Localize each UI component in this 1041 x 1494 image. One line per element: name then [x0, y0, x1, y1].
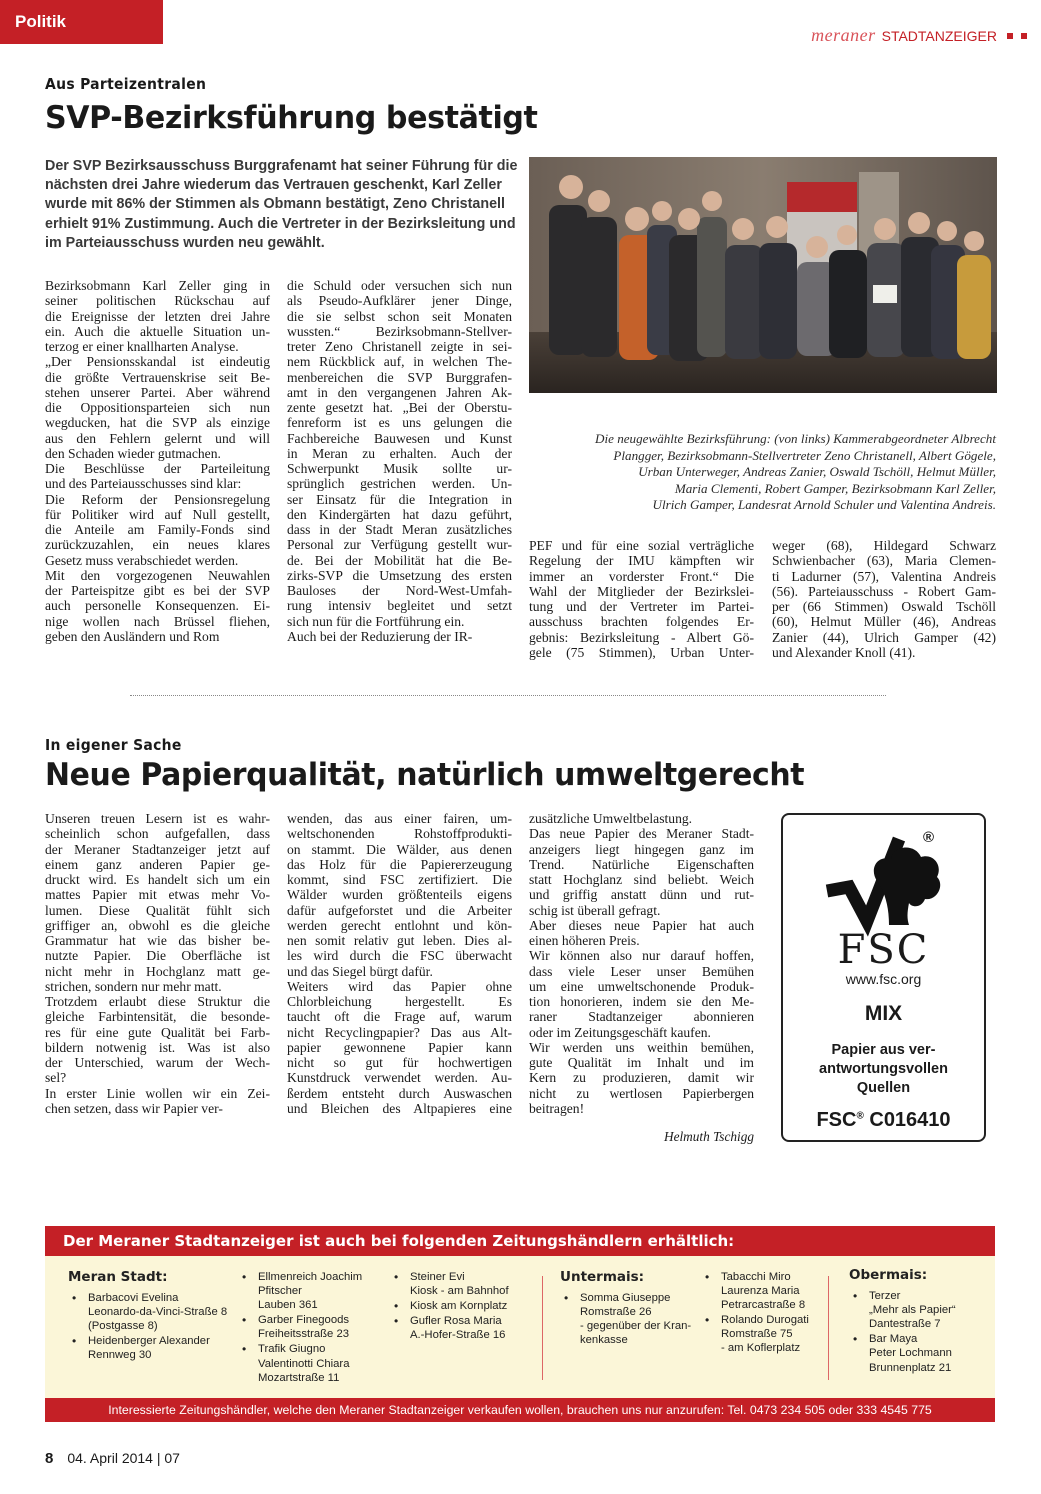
- text-line: griffiger an, obwohl es die gleiche: [45, 917, 270, 933]
- dealer-line: Brunnenplatz 21: [869, 1361, 952, 1374]
- text-line: die Anteile am Family-Fonds sind: [45, 522, 270, 537]
- text-line: amt in den vergangenen Jahren Ak-: [287, 384, 512, 400]
- text-line: immer an vorderster Front.“ Die: [529, 568, 754, 584]
- dealer-line: • Steiner Evi: [410, 1271, 465, 1283]
- text-line: nicht Recyclingpapier? Das aus Alt-: [287, 1024, 512, 1040]
- text-line: Bauloses der Nord-West-Umfah-: [287, 583, 512, 598]
- text-line: die Oppositionsparteien sich nun: [45, 400, 270, 415]
- text-line: Aber dieses neue Papier hat auch: [529, 917, 754, 933]
- dealers-untermais-column: [560, 1270, 710, 1347]
- text-line: fenreform ist es uns gelungen die: [287, 415, 512, 431]
- dealer-line: • Trafik Giugno: [258, 1343, 326, 1356]
- text-line: zente gesetzt hat. „Bei der Oberstu-: [287, 400, 512, 415]
- dealer-line: Laurenza Maria: [721, 1285, 800, 1298]
- text-line: Wahl der Mitglieder der Bezirkslei-: [529, 583, 754, 599]
- text-line: PEF und für eine sozial verträgliche: [529, 538, 754, 553]
- fsc-registered-mark: ®: [923, 829, 935, 846]
- dealers-meran-column: [68, 1270, 233, 1363]
- text-line: Zanier (44), Ulrich Gamper (42): [772, 629, 996, 645]
- text-line: der Meraner Stadtanzeiger jetzt auf: [45, 841, 270, 857]
- dealer-line: Romstraße 26: [580, 1306, 652, 1319]
- text-line: schig ist überall gefragt.: [529, 902, 661, 918]
- text-line: bildern notwenig ist. Was ist also: [45, 1039, 270, 1055]
- text-line: einen höheren Preis.: [529, 933, 640, 948]
- dealer-line: • Tabacchi Miro: [721, 1271, 791, 1283]
- brand-part2: STADTANZEIGER: [881, 27, 997, 44]
- text-line: menbereichen die SVP Burggrafen-: [287, 369, 512, 385]
- text-line: sich nun für die Fortführung ein.: [287, 613, 465, 629]
- dealers-separator: [542, 1276, 543, 1380]
- text-line: Kunstdruck verwendet werden. Au-: [287, 1070, 512, 1086]
- text-line: weltschonenden Rohstoffprodukti-: [287, 826, 512, 842]
- text-line: In erster Linie wollen wir ein Zei-: [45, 1085, 270, 1101]
- dealer-line: • Bar Maya: [869, 1333, 918, 1346]
- article1-column-1: [45, 278, 270, 644]
- text-line: Auch bei der Reduzierung der IR-: [287, 628, 473, 644]
- dealer-entry: [849, 1332, 989, 1374]
- dealer-line: kenkasse: [580, 1334, 628, 1347]
- dealer-line: • Somma Giuseppe: [580, 1292, 671, 1305]
- dealer-line: • Gufler Rosa Maria: [410, 1315, 502, 1328]
- dealer-line: Mozartstraße 11: [258, 1371, 340, 1384]
- text-line: Weiters wird das Papier ohne: [287, 978, 512, 994]
- text-line: Kern zu produzieren, damit wir: [529, 1070, 754, 1086]
- fsc-mix: MIX: [864, 1002, 903, 1025]
- text-line: kommt, sind FSC zertifiziert. Die: [287, 872, 512, 887]
- dealer-line: • Barbacovi Evelina: [88, 1292, 179, 1305]
- untermais-heading: Untermais:: [560, 1269, 645, 1285]
- text-line: dass viele Leser unser Bemühen: [529, 963, 754, 979]
- text-line: rung intensiv begleitet und setzt: [287, 598, 512, 614]
- lead-line: im Parteiausschuss wurden neu gewählt.: [45, 234, 325, 251]
- dealer-entry: [849, 1289, 989, 1331]
- text-line: Mit den vorgezogenen Neuwahlen: [45, 567, 270, 583]
- dealer-line: (Postgasse 8): [88, 1320, 158, 1333]
- text-line: geben den Ausländern und Rom: [45, 628, 220, 644]
- text-line: Unseren treuen Lesern ist es wahr-: [45, 811, 270, 826]
- text-line: seiner politischen Rückschau auf: [45, 293, 270, 309]
- page-number: 8: [45, 1450, 54, 1467]
- text-line: und Bleichen des Altpapieres eine: [287, 1100, 512, 1116]
- text-line: die größte Vertrauenskrise seit Be-: [45, 369, 270, 385]
- dealers-meran-column-2: [238, 1270, 388, 1385]
- dealer-line: • Ellmenreich Joachim: [258, 1271, 363, 1283]
- dealer-entry: [390, 1270, 540, 1298]
- dealer-entry: [560, 1291, 710, 1347]
- text-line: les wird durch die FSC überwacht: [287, 948, 512, 964]
- caption-line: Urban Unterweger, Andreas Zanier, Oswald Tschöll, Helmut Müller,: [638, 464, 996, 479]
- text-line: nicht zu wertlosen Papierbergen: [529, 1085, 754, 1101]
- text-line: zurückzuzahlen, ein neues klares: [45, 537, 270, 553]
- text-line: ausschuss brachten folgendes Er-: [529, 614, 754, 630]
- fsc-label: [781, 813, 986, 1142]
- text-line: gute Qualität im Inhalt und im: [529, 1055, 754, 1070]
- dealer-entry: [390, 1299, 540, 1313]
- dealers-contact: Interessierte Zeitungshändler, welche den Meraner Stadtanzeiger verkaufen wollen, brauchen uns nur anzurufen: Tel. 0473 234 505 oder 333 4545 775: [45, 1398, 995, 1422]
- text-line: sprünglich gestrichen werden. Un-: [287, 476, 512, 492]
- dealer-line: • Heidenberger Alexander: [88, 1335, 210, 1348]
- meran-heading: Meran Stadt:: [68, 1269, 168, 1285]
- text-line: terzog er einer knallharten Analyse.: [45, 339, 239, 354]
- text-line: und griffig anstatt dünn und rut-: [529, 887, 754, 903]
- text-line: nicht so gut für hochwertigen: [287, 1055, 512, 1070]
- lead-line: wurde mit 86% der Stimmen als Obmann bestätigt, Zeno Christanell: [45, 196, 505, 213]
- text-line: per (66 Stimmen) Oswald Tschöll: [772, 599, 996, 614]
- text-line: die Schuld oder versuchen sich nun: [287, 278, 512, 293]
- text-line: (60), Helmut Müller (46), Andreas: [772, 614, 996, 630]
- text-line: anzeigers liegt hingegen ganz im: [529, 841, 754, 857]
- text-line: zirks-SVP die Umsetzung des ersten: [287, 567, 512, 583]
- text-line: mattes Papier mit etwas mehr Vo-: [45, 887, 270, 903]
- text-line: wegducken, hat die SVP als einzige: [45, 415, 270, 431]
- page-footer: [45, 1450, 180, 1467]
- lead-line: nächsten drei Jahre wiederum das Vertrauen geschenkt, Karl Zeller: [45, 177, 502, 194]
- dealers-title: Der Meraner Stadtanzeiger ist auch bei folgenden Zeitungshändlern erhältlich:: [45, 1226, 995, 1256]
- dealer-line: • Terzer: [869, 1290, 901, 1303]
- text-line: für Politiker wird auf Null gestellt,: [45, 506, 270, 522]
- caption-line: Die neugewählte Bezirksführung: (von links) Kammerabgeordneter Albrecht: [595, 431, 996, 446]
- dealer-line: Romstraße 75: [721, 1328, 793, 1341]
- text-line: papier gewonnene Papier kann: [287, 1039, 512, 1055]
- text-line: scheinlich schon aufgefallen, dass: [45, 826, 270, 842]
- text-line: on stammt. Die Wälder, aus denen: [287, 841, 512, 857]
- text-line: nen somit relativ gut leben. Dies al-: [287, 933, 512, 948]
- text-line: de. Bei der Mobilität hat die Be-: [287, 552, 512, 568]
- text-line: Schwienbacher (63), Maria Clemen-: [772, 553, 996, 569]
- text-line: (56). Parteiausschuss - Robert Gam-: [772, 583, 996, 599]
- section-tab: [0, 0, 163, 44]
- dealer-line: - gegenüber der Kran-: [580, 1320, 692, 1333]
- text-line: gleiche Farbintensität, die besonde-: [45, 1009, 270, 1025]
- text-line: statt Hochglanz sind beliebt. Weich: [529, 872, 754, 887]
- dealer-line: • Kiosk am Kornplatz: [410, 1300, 508, 1313]
- text-line: als Pseudo-Aufklärer jener Dinge,: [287, 293, 512, 309]
- dealer-entry: [701, 1313, 831, 1355]
- dealers-obermais-column: [849, 1268, 989, 1375]
- dealer-entry: [390, 1314, 540, 1342]
- text-line: nige wollen nach Brüssel fliehen,: [45, 613, 270, 629]
- text-line: chen setzen, dass wir Papier ver-: [45, 1100, 223, 1116]
- text-line: Trend. Natürliche Eigenschaften: [529, 856, 754, 872]
- dealer-line: - am Koflerplatz: [721, 1342, 801, 1355]
- text-line: dass in der Stadt Meran zusätzliches: [287, 522, 512, 537]
- masthead-logo: [811, 25, 1027, 46]
- text-line: in Meran zu erhalten. Auch der: [287, 445, 512, 461]
- dealer-line: Rennweg 30: [88, 1349, 152, 1362]
- text-line: nutzte Papier. Die Oberfläche ist: [45, 948, 270, 964]
- text-line: Die Reform der Pensionsregelung: [45, 491, 270, 507]
- dealer-entry: [238, 1313, 388, 1341]
- lead-line: erhielt 91% Zustimmung. Auch die Vertreter in der Bezirksleitung und: [45, 215, 516, 232]
- text-line: zusätzliche Umweltbelastung.: [529, 811, 693, 826]
- dealer-line: Pfitscher: [258, 1285, 302, 1298]
- lead-line: Der SVP Bezirksausschuss Burggrafenamt hat seiner Führung für die: [45, 158, 518, 174]
- dealers-separator-2: [828, 1276, 829, 1380]
- text-line: einem ganz anderen Papier ge-: [45, 856, 270, 872]
- text-line: beitragen!: [529, 1100, 585, 1116]
- text-line: der Unterschied, warum der Wech-: [45, 1055, 270, 1070]
- text-line: ser Einsatz für die Integration in: [287, 491, 512, 507]
- article1-column-4: [772, 538, 996, 660]
- text-line: res für eine gute Qualität bei Farb-: [45, 1024, 270, 1040]
- text-line: ti Ladurner (57), Valentina Andreis: [772, 568, 996, 584]
- fsc-name: FSC: [837, 927, 930, 973]
- text-line: Wir können also nur darauf hoffen,: [529, 948, 754, 964]
- article1-lead: [45, 157, 518, 253]
- dealer-line: Valentinotti Chiara: [258, 1357, 350, 1370]
- text-line: wenden, das aus einer fairen, um-: [287, 811, 512, 826]
- text-line: Trotzdem erlaubt diese Struktur die: [45, 994, 270, 1009]
- brand-part1: meraner: [811, 25, 876, 45]
- text-line: Wir werden uns weithin bemühen,: [529, 1039, 754, 1055]
- dealer-entry: [68, 1334, 233, 1362]
- text-line: Wälder wurden größtenteils eigens: [287, 887, 512, 903]
- section-label: Politik: [15, 12, 67, 31]
- text-line: auch personelle Konsequenzen. Ei-: [45, 598, 270, 614]
- article1-column-3: [529, 538, 754, 660]
- text-line: aus den Fehlern gelernt und will: [45, 430, 270, 446]
- group-photo: [529, 157, 997, 393]
- text-line: Chlorbleichung hergestellt. Es: [287, 994, 512, 1009]
- text-line: ßerdem entsteht durch Auswaschen: [287, 1085, 512, 1101]
- text-line: wussten.“ Bezirksobmann-Stellver-: [287, 323, 512, 339]
- text-line: sel?: [45, 1070, 67, 1086]
- dealer-entry: [68, 1291, 233, 1333]
- text-line: Gesetz muss verabschiedet werden.: [45, 552, 239, 568]
- dealer-line: „Mehr als Papier“: [869, 1304, 956, 1317]
- article1-kicker: Aus Parteizentralen: [45, 75, 207, 93]
- text-line: gebnis: Bezirksleitung - Albert Gö-: [529, 629, 754, 645]
- dealer-line: • Garber Finegoods: [258, 1314, 350, 1327]
- fsc-license-code: FSC® C016410: [816, 1109, 951, 1131]
- text-line: werden gerecht entlohnt und kön-: [287, 917, 512, 933]
- fsc-url: www.fsc.org: [845, 971, 922, 987]
- text-line: stehen unserer Partei. Aber während: [45, 384, 270, 400]
- dealer-line: Kiosk - am Bahnhof: [410, 1285, 509, 1298]
- text-line: den Kindergärten hat dazu geführt,: [287, 506, 512, 522]
- dealers-meran-column-3: [390, 1270, 540, 1342]
- text-line: um eine umweltschonende Produk-: [529, 978, 754, 994]
- dealer-line: Peter Lochmann: [869, 1347, 952, 1360]
- text-line: taucht oft die Frage auf, warum: [287, 1009, 512, 1025]
- text-line: Fachbereiche Bauwesen und Kunst: [287, 430, 512, 446]
- text-line: Bezirksobmann Karl Zeller ging in: [45, 278, 270, 293]
- caption-line: Plangger, Bezirksobmann-Stellvertreter Zeno Christanell, Albert Gögele,: [613, 447, 996, 463]
- text-line: raner Stadtanzeiger abonnieren: [529, 1009, 754, 1025]
- dealer-line: • Rolando Durogati: [721, 1314, 809, 1327]
- article2-author: Helmuth Tschigg: [663, 1129, 754, 1144]
- text-line: „Der Pensionsskandal ist eindeutig: [45, 354, 270, 370]
- text-line: und das Siegel bürgt dafür.: [287, 963, 433, 979]
- text-line: lumen. Diese Qualität fühlt sich: [45, 902, 270, 918]
- text-line: Die Beschlüsse der Parteileitung: [45, 461, 270, 476]
- text-line: nicht mehr in Hochglanz matt ge-: [45, 963, 270, 979]
- article1-headline: SVP-Bezirksführung bestätigt: [45, 100, 538, 136]
- text-line: Das neue Papier des Meraner Stadt-: [529, 826, 754, 842]
- text-line: Grammatur hat wie das bisher be-: [45, 933, 270, 948]
- text-line: und Alexander Knoll (41).: [772, 644, 916, 660]
- text-line: Personal zur Verfügung gestellt wur-: [287, 537, 512, 553]
- photo-caption: [520, 431, 996, 514]
- text-line: Regelung der IMU kämpften wir: [529, 553, 754, 569]
- article2-kicker: In eigener Sache: [45, 736, 182, 754]
- dealer-entry: [238, 1342, 388, 1384]
- text-line: treter Zeno Christanell zeigte in sei-: [287, 339, 512, 354]
- text-line: tion honorieren, indem sie den Me-: [529, 994, 754, 1009]
- dealer-entry: [238, 1270, 388, 1312]
- section-divider: [130, 695, 886, 696]
- issue-date: 04. April 2014 | 07: [67, 1450, 180, 1466]
- text-line: gele (75 Stimmen), Urban Unter-: [529, 644, 754, 660]
- dealers-untermais-column-2: [701, 1270, 831, 1356]
- obermais-heading: Obermais:: [849, 1267, 928, 1283]
- dealer-line: Leonardo-da-Vinci-Straße 8: [88, 1306, 228, 1319]
- article1-column-2: [287, 278, 512, 644]
- article2-headline: Neue Papierqualität, natürlich umweltgerecht: [45, 757, 805, 793]
- text-line: tung und der Vertreter im Partei-: [529, 599, 754, 614]
- text-line: weger (68), Hildegard Schwarz: [772, 538, 996, 553]
- text-line: und des Parteiausschusses sind klar:: [45, 476, 242, 492]
- text-line: strichen, sondern nur mehr matt.: [45, 978, 222, 994]
- dealer-line: A.-Hofer-Straße 16: [410, 1329, 506, 1342]
- caption-line: Ulrich Gamper, Landesrat Arnold Schuler und Valentina Andreis.: [652, 497, 996, 512]
- article2-column-3: [529, 811, 754, 1116]
- dealer-line: Dantestraße 7: [869, 1318, 941, 1331]
- article2-column-1: [45, 811, 270, 1116]
- dealer-line: Petrarcastraße 8: [721, 1299, 806, 1312]
- text-line: dafür aufgeforstet und die Arbeiter: [287, 902, 512, 918]
- article2-column-2: [287, 811, 512, 1116]
- text-line: nem Rückblick auf, in welchen The-: [287, 354, 512, 370]
- dealer-line: Lauben 361: [258, 1299, 318, 1312]
- text-line: Schwerpunkt Musik sollte ur-: [287, 461, 512, 476]
- fsc-claim: Papier aus ver- antwortungsvollen Quellen: [819, 1042, 948, 1096]
- dealer-line: Freiheitsstraße 23: [258, 1328, 350, 1341]
- text-line: oder im Zeitungsgeschäft kaufen.: [529, 1024, 711, 1040]
- text-line: das Holz für die Papiererzeugung: [287, 856, 512, 872]
- caption-line: Maria Clementi, Robert Gamper, Bezirksobmann Karl Zeller,: [674, 480, 996, 496]
- text-line: die sie selbst schon seit Monaten: [287, 308, 512, 324]
- text-line: die Ereignisse der letzten drei Jahre: [45, 308, 270, 324]
- text-line: den Schaden wieder gutmachen.: [45, 445, 221, 461]
- text-line: druckt wird. Es handelt sich um ein: [45, 872, 270, 887]
- dealer-entry: [701, 1270, 831, 1312]
- text-line: ein. Auch die aktuelle Situation un-: [45, 323, 270, 339]
- text-line: der Parteispitze gibt es bei der SVP: [45, 583, 270, 598]
